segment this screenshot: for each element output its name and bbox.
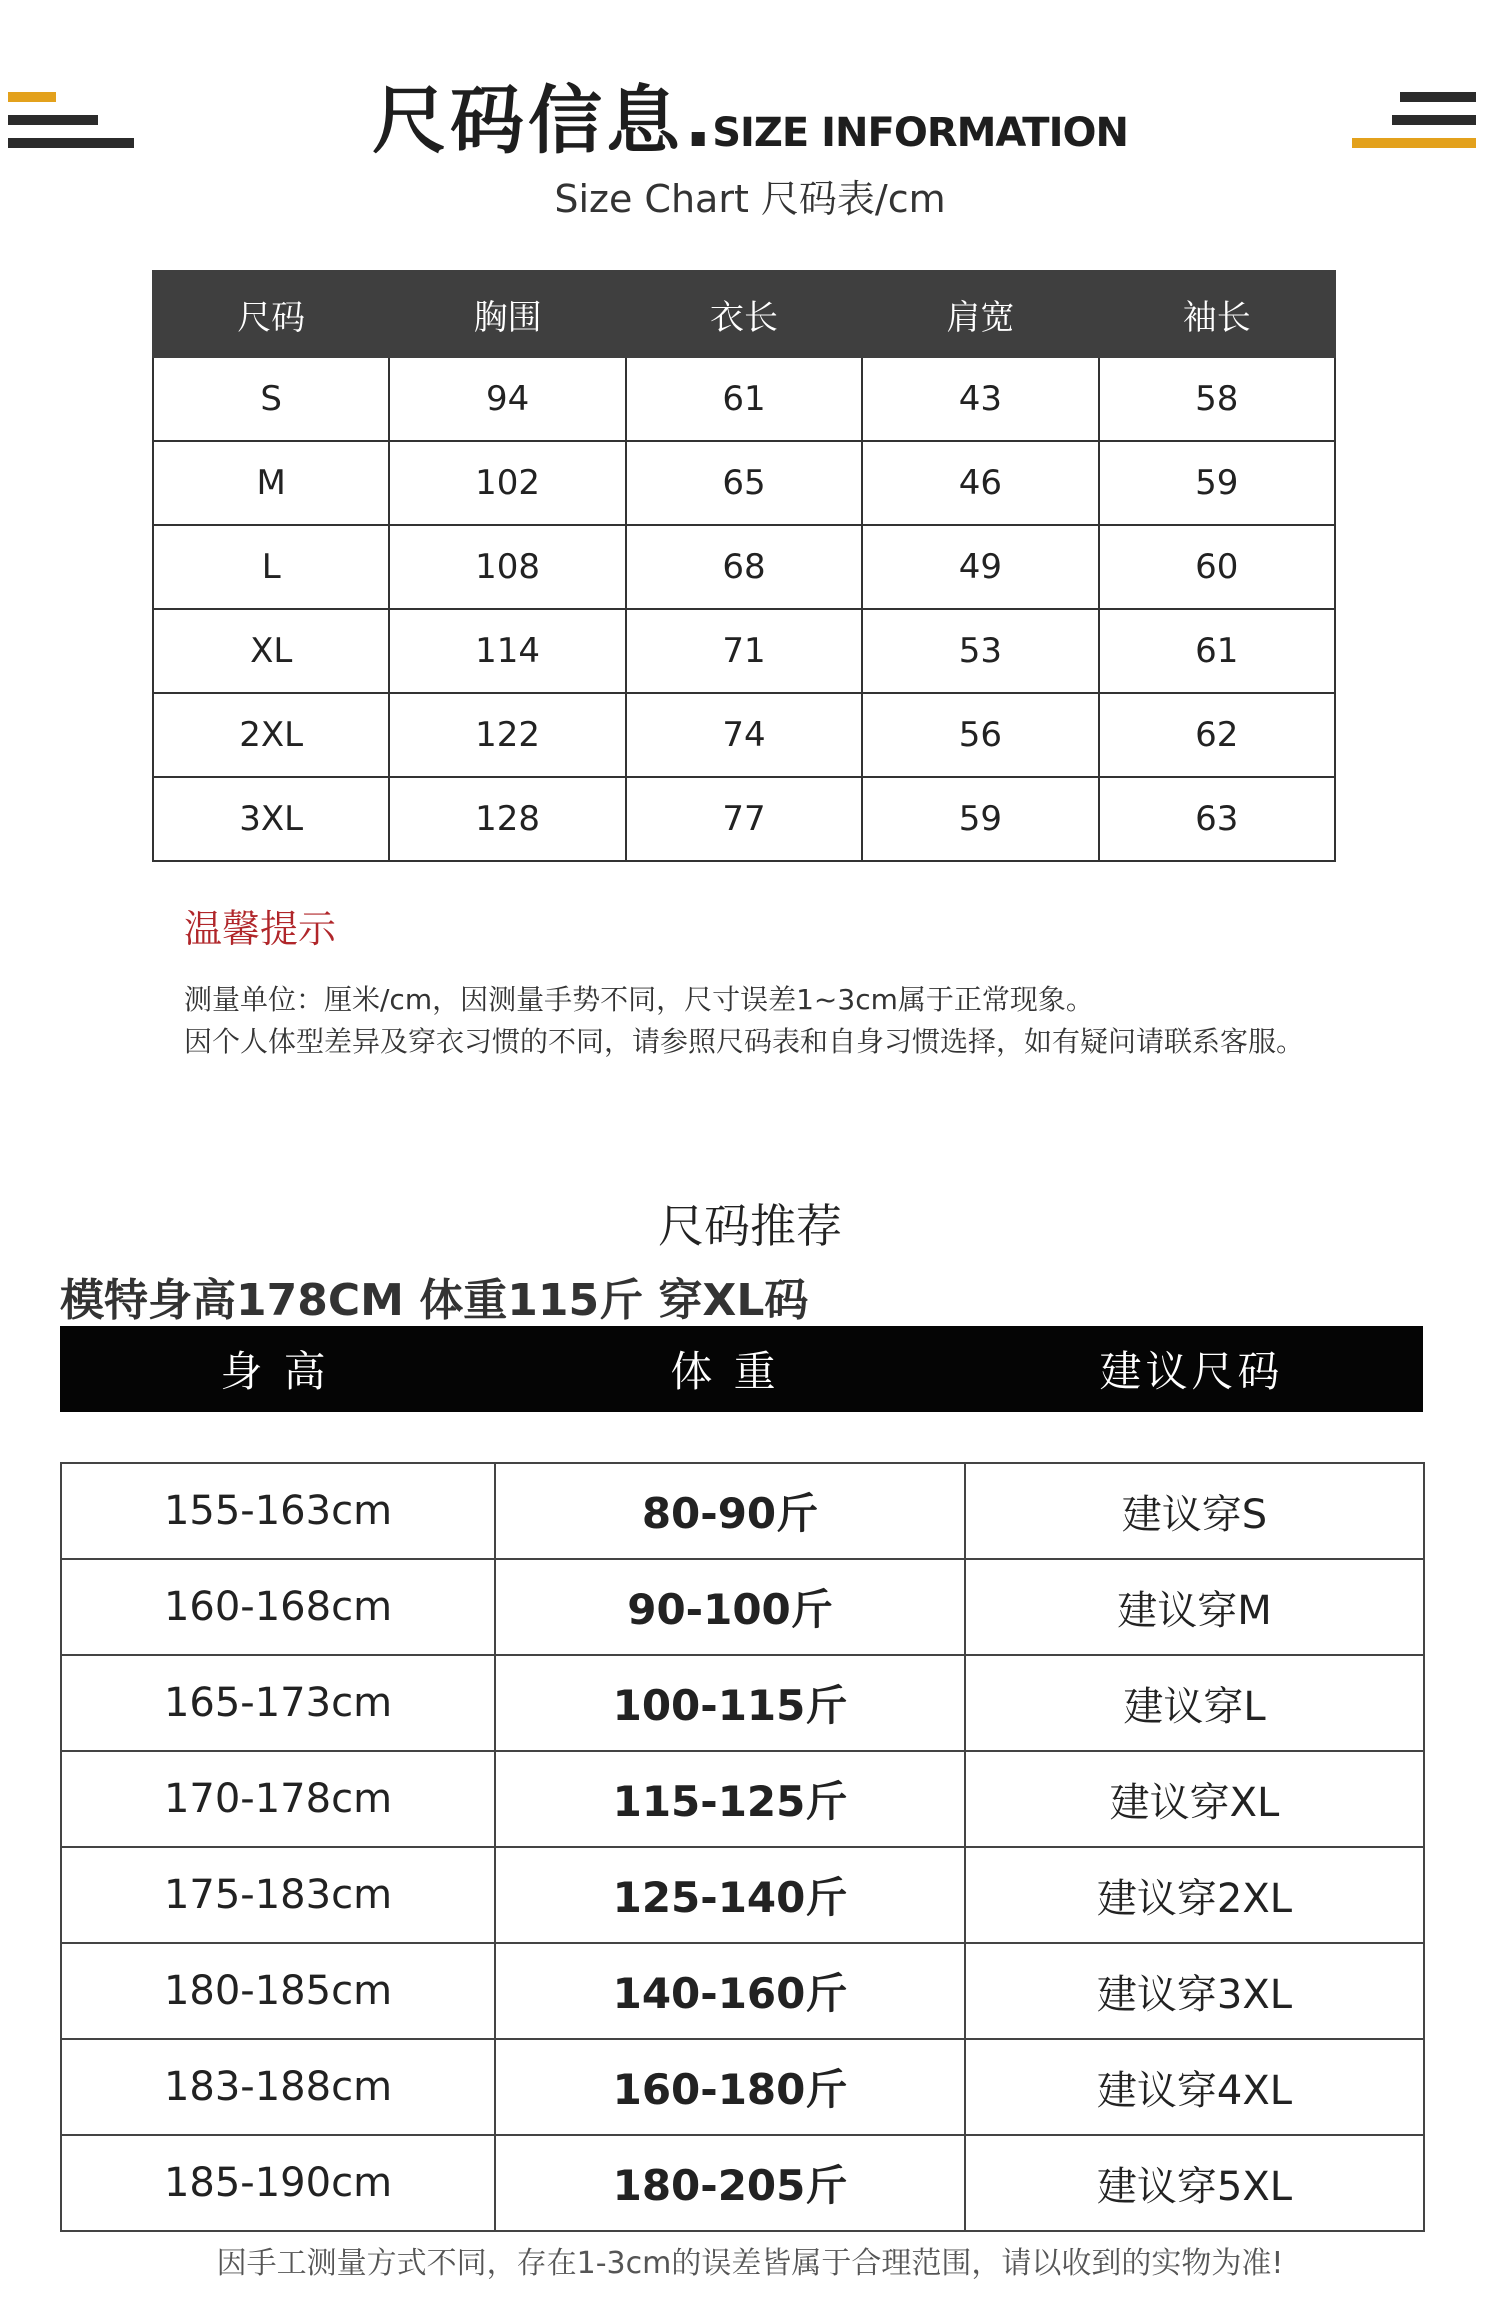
cell-suggested-size: 建议穿5XL (965, 2135, 1424, 2231)
cell-chest: 108 (389, 525, 625, 609)
tips-title: 温馨提示 (184, 907, 337, 951)
header-size: 尺码 (153, 271, 389, 357)
cell-length: 68 (626, 525, 862, 609)
cell-chest: 122 (389, 693, 625, 777)
cell-height: 180-185cm (61, 1943, 495, 2039)
table-row (61, 1751, 1424, 1847)
table-row (153, 357, 1335, 441)
recommend-table (60, 1462, 1425, 2232)
table-row (153, 441, 1335, 525)
table-row (61, 1559, 1424, 1655)
header-sleeve: 袖长 (1099, 271, 1335, 357)
cell-shoulder: 49 (862, 525, 1098, 609)
cell-shoulder: 53 (862, 609, 1098, 693)
table-row (61, 1463, 1424, 1559)
cell-size: S (153, 357, 389, 441)
cell-chest: 94 (389, 357, 625, 441)
table-row (153, 693, 1335, 777)
cell-suggested-size: 建议穿3XL (965, 1943, 1424, 2039)
size-table (152, 270, 1336, 862)
cell-weight: 90-100斤 (495, 1559, 965, 1655)
table-row (153, 609, 1335, 693)
cell-weight: 125-140斤 (495, 1847, 965, 1943)
cell-sleeve: 62 (1099, 693, 1335, 777)
page-title (0, 62, 1500, 168)
cell-chest: 102 (389, 441, 625, 525)
model-info: 模特身高178CM 体重115斤 穿XL码 (60, 1275, 809, 1326)
title-dot: . (684, 78, 713, 164)
cell-suggested-size: 建议穿M (965, 1559, 1424, 1655)
cell-sleeve: 61 (1099, 609, 1335, 693)
table-row (61, 1655, 1424, 1751)
cell-suggested-size: 建议穿2XL (965, 1847, 1424, 1943)
cell-height: 183-188cm (61, 2039, 495, 2135)
cell-size: XL (153, 609, 389, 693)
cell-shoulder: 46 (862, 441, 1098, 525)
cell-length: 61 (626, 357, 862, 441)
footnote: 因手工测量方式不同，存在1-3cm的误差皆属于合理范围，请以收到的实物为准! (216, 2246, 1284, 2281)
cell-weight: 100-115斤 (495, 1655, 965, 1751)
cell-weight: 140-160斤 (495, 1943, 965, 2039)
header-suggested-size: 建议尺码 (1099, 1347, 1284, 1396)
title-cn: 尺码信息 (372, 78, 685, 164)
table-row (61, 2039, 1424, 2135)
cell-length: 74 (626, 693, 862, 777)
cell-height: 155-163cm (61, 1463, 495, 1559)
header-length: 衣长 (626, 271, 862, 357)
cell-height: 165-173cm (61, 1655, 495, 1751)
cell-height: 160-168cm (61, 1559, 495, 1655)
cell-size: L (153, 525, 389, 609)
cell-height: 185-190cm (61, 2135, 495, 2231)
cell-sleeve: 60 (1099, 525, 1335, 609)
cell-weight: 80-90斤 (495, 1463, 965, 1559)
cell-length: 65 (626, 441, 862, 525)
size-table-header (153, 271, 1335, 357)
table-row (153, 777, 1335, 861)
cell-height: 175-183cm (61, 1847, 495, 1943)
cell-shoulder: 59 (862, 777, 1098, 861)
table-row (61, 1847, 1424, 1943)
cell-suggested-size: 建议穿4XL (965, 2039, 1424, 2135)
cell-chest: 128 (389, 777, 625, 861)
cell-suggested-size: 建议穿XL (965, 1751, 1424, 1847)
header-height: 身 高 (220, 1347, 330, 1396)
recommend-header (60, 1326, 1423, 1412)
cell-length: 71 (626, 609, 862, 693)
header-weight: 体 重 (670, 1347, 780, 1396)
cell-suggested-size: 建议穿S (965, 1463, 1424, 1559)
cell-weight: 160-180斤 (495, 2039, 965, 2135)
cell-size: 3XL (153, 777, 389, 861)
cell-sleeve: 63 (1099, 777, 1335, 861)
table-row (153, 525, 1335, 609)
table-row (61, 2135, 1424, 2231)
cell-weight: 180-205斤 (495, 2135, 965, 2231)
cell-sleeve: 59 (1099, 441, 1335, 525)
cell-shoulder: 56 (862, 693, 1098, 777)
recommend-title: 尺码推荐 (658, 1199, 842, 1253)
cell-shoulder: 43 (862, 357, 1098, 441)
title-en: SIZE INFORMATION (712, 110, 1128, 156)
tip-line-advice: 因个人体型差异及穿衣习惯的不同，请参照尺码表和自身习惯选择，如有疑问请联系客服。 (184, 1025, 1305, 1058)
header-shoulder: 肩宽 (862, 271, 1098, 357)
header-chest: 胸围 (389, 271, 625, 357)
cell-weight: 115-125斤 (495, 1751, 965, 1847)
cell-size: M (153, 441, 389, 525)
cell-length: 77 (626, 777, 862, 861)
subtitle: Size Chart 尺码表/cm (554, 177, 946, 221)
table-row (61, 1943, 1424, 2039)
cell-chest: 114 (389, 609, 625, 693)
tip-line-measurement: 测量单位：厘米/cm，因测量手势不同，尺寸误差1~3cm属于正常现象。 (184, 983, 1094, 1016)
cell-sleeve: 58 (1099, 357, 1335, 441)
cell-height: 170-178cm (61, 1751, 495, 1847)
cell-suggested-size: 建议穿L (965, 1655, 1424, 1751)
cell-size: 2XL (153, 693, 389, 777)
